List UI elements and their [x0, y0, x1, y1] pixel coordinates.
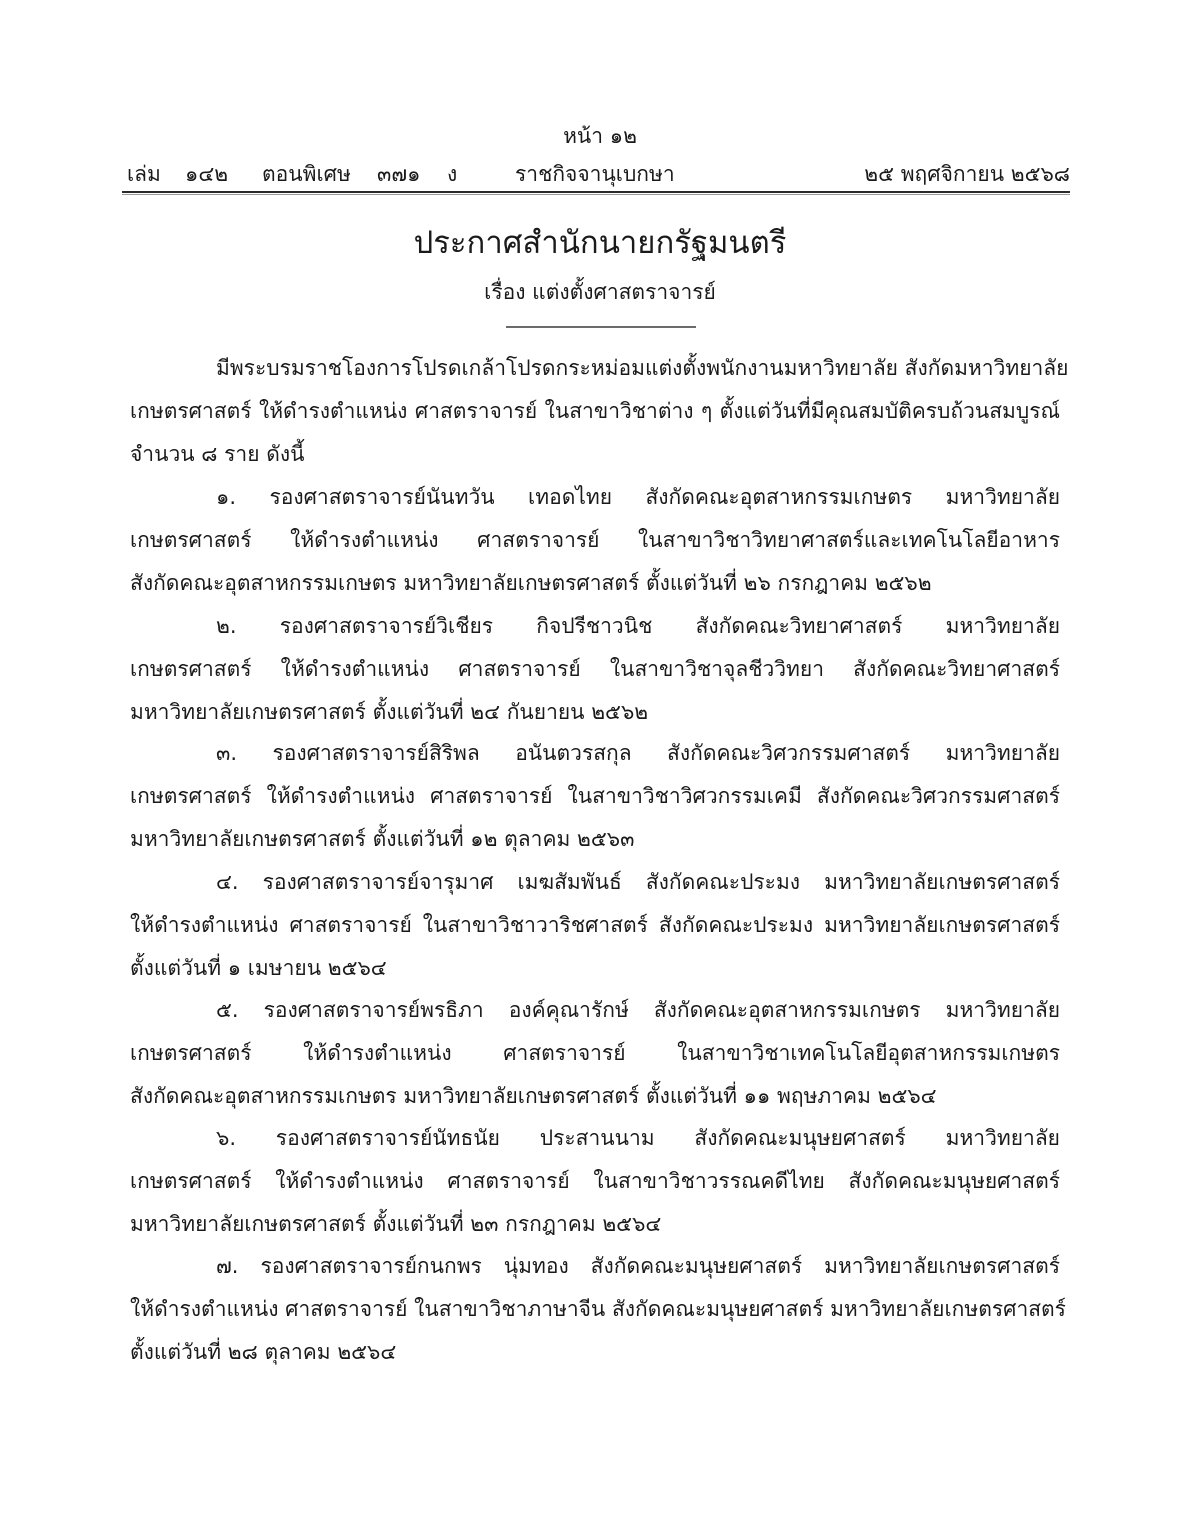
- appointment-line: มหาวิทยาลัยเกษตรศาสตร์ ตั้งแต่วันที่ ๒๔ กันยายน ๒๕๖๒: [130, 700, 649, 724]
- appointment-item-6: [130, 1117, 1060, 1246]
- volume-label: เล่ม: [127, 162, 161, 186]
- gazette-name: ราชกิจจานุเบกษา: [515, 162, 675, 186]
- appointment-line: เกษตรศาสตร์ ให้ดำรงตำแหน่ง ศาสตราจารย์ ในสาขาวิชาจุลชีววิทยา สังกัดคณะวิทยาศาสตร์: [130, 657, 1060, 681]
- appointment-line: ให้ดำรงตำแหน่ง ศาสตราจารย์ ในสาขาวิชาภาษาจีน สังกัดคณะมนุษยศาสตร์ มหาวิทยาลัยเกษตรศาสตร์: [130, 1297, 1066, 1321]
- issue-label: ตอนพิเศษ: [262, 162, 351, 186]
- appointment-item-4: [130, 861, 1060, 990]
- appointment-line: สังกัดคณะอุตสาหกรรมเกษตร มหาวิทยาลัยเกษตรศาสตร์ ตั้งแต่วันที่ ๒๖ กรกฎาคม ๒๕๖๒: [130, 571, 932, 595]
- header-rule-thick: [122, 191, 1070, 193]
- appointment-line: ๑. รองศาสตราจารย์นันทวัน เทอดไทย สังกัดคณะอุตสาหกรรมเกษตร มหาวิทยาลัย: [216, 485, 1060, 509]
- document-title: ประกาศสำนักนายกรัฐมนตรี: [413, 225, 787, 261]
- appointment-line: มหาวิทยาลัยเกษตรศาสตร์ ตั้งแต่วันที่ ๑๒ ตุลาคม ๒๕๖๓: [130, 827, 635, 851]
- issue-section: ง: [447, 162, 458, 186]
- appointment-line: ตั้งแต่วันที่ ๒๘ ตุลาคม ๒๕๖๔: [130, 1340, 397, 1364]
- appointment-line: เกษตรศาสตร์ ให้ดำรงตำแหน่ง ศาสตราจารย์ ในสาขาวิชาวิศวกรรมเคมี สังกัดคณะวิศวกรรมศาสตร์: [130, 784, 1060, 808]
- appointment-line: เกษตรศาสตร์ ให้ดำรงตำแหน่ง ศาสตราจารย์ ในสาขาวิชาเทคโนโลยีอุตสาหกรรมเกษตร: [130, 1041, 1060, 1065]
- appointment-line: ๕. รองศาสตราจารย์พรธิภา องค์คุณารักษ์ สังกัดคณะอุตสาหกรรมเกษตร มหาวิทยาลัย: [216, 998, 1060, 1022]
- appointment-line: ๒. รองศาสตราจารย์วิเชียร กิจปรีชาวนิช สังกัดคณะวิทยาศาสตร์ มหาวิทยาลัย: [216, 614, 1060, 638]
- appointment-item-2: [130, 605, 1060, 734]
- appointment-line: ๖. รองศาสตราจารย์นัทธนัย ประสานนาม สังกัดคณะมนุษยศาสตร์ มหาวิทยาลัย: [216, 1126, 1060, 1150]
- appointment-line: มหาวิทยาลัยเกษตรศาสตร์ ตั้งแต่วันที่ ๒๓ กรกฎาคม ๒๕๖๔: [130, 1212, 662, 1236]
- issue-number: ๓๗๑: [377, 162, 421, 186]
- appointment-line: สังกัดคณะอุตสาหกรรมเกษตร มหาวิทยาลัยเกษตรศาสตร์ ตั้งแต่วันที่ ๑๑ พฤษภาคม ๒๕๖๔: [130, 1084, 937, 1108]
- header-rule-thin: [122, 194, 1070, 195]
- appointment-line: ให้ดำรงตำแหน่ง ศาสตราจารย์ ในสาขาวิชาวาริชศาสตร์ สังกัดคณะประมง มหาวิทยาลัยเกษตรศาสตร์: [130, 913, 1060, 937]
- document-subject: เรื่อง แต่งตั้งศาสตราจารย์: [484, 280, 716, 304]
- preamble-line: จำนวน ๘ ราย ดังนี้: [130, 442, 305, 466]
- preamble-line: เกษตรศาสตร์ ให้ดำรงตำแหน่ง ศาสตราจารย์ ในสาขาวิชาต่าง ๆ ตั้งแต่วันที่มีคุณสมบัติครบถ้วนสมบูรณ์: [130, 399, 1060, 423]
- preamble-line: มีพระบรมราชโองการโปรดเกล้าโปรดกระหม่อมแต่งตั้งพนักงานมหาวิทยาลัย สังกัดมหาวิทยาลัย: [216, 356, 1069, 380]
- appointment-line: ๓. รองศาสตราจารย์สิริพล อนันตวรสกุล สังกัดคณะวิศวกรรมศาสตร์ มหาวิทยาลัย: [216, 741, 1060, 765]
- appointment-line: เกษตรศาสตร์ ให้ดำรงตำแหน่ง ศาสตราจารย์ ในสาขาวิชาวรรณคดีไทย สังกัดคณะมนุษยศาสตร์: [130, 1169, 1060, 1193]
- appointment-line: ๔. รองศาสตราจารย์จารุมาศ เมฆสัมพันธ์ สังกัดคณะประมง มหาวิทยาลัยเกษตรศาสตร์: [216, 870, 1060, 894]
- appointment-line: เกษตรศาสตร์ ให้ดำรงตำแหน่ง ศาสตราจารย์ ในสาขาวิชาวิทยาศาสตร์และเทคโนโลยีอาหาร: [130, 528, 1060, 552]
- title-separator: [506, 326, 696, 328]
- appointment-line: ๗. รองศาสตราจารย์กนกพร นุ่มทอง สังกัดคณะมนุษยศาสตร์ มหาวิทยาลัยเกษตรศาสตร์: [216, 1254, 1060, 1278]
- page-number: หน้า ๑๒: [563, 124, 637, 148]
- running-header: [127, 158, 1070, 190]
- appointment-line: ตั้งแต่วันที่ ๑ เมษายน ๒๕๖๔: [130, 956, 387, 980]
- appointment-item-5: [130, 989, 1060, 1118]
- volume-number: ๑๔๒: [185, 162, 229, 186]
- publication-date: ๒๕ พฤศจิกายน ๒๕๖๘: [864, 162, 1070, 186]
- appointment-item-3: [130, 732, 1060, 861]
- appointment-item-1: [130, 476, 1060, 605]
- preamble: [130, 347, 1069, 476]
- appointment-item-7: [130, 1245, 1066, 1374]
